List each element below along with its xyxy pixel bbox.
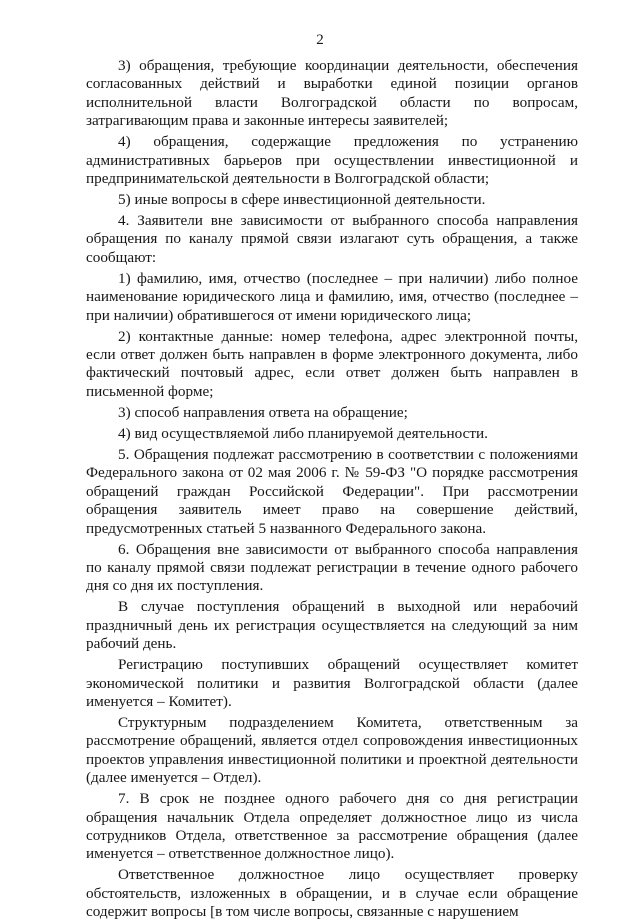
paragraph-registration-committee: Регистрацию поступивших обращений осуществляет комитет экономической политики и развития Волгоградской области (далее именуется – Комитет). (86, 656, 578, 710)
paragraph-responsible-department: Структурным подразделением Комитета, ответственным за рассмотрение обращений, является отдел сопровождения инвестиционных проектов управления инвестиционной политики и проектной деятельности (далее именуется – Отдел). (86, 713, 578, 787)
paragraph-item-4: 4) обращения, содержащие предложения по устранению административных барьеров при осуществлении инвестиционной и предпринимательской деятельности в Волгоградской области; (86, 133, 578, 188)
paragraph-section-7: 7. В срок не позднее одного рабочего дня со дня регистрации обращения начальник Отдела определяет должностное лицо из числа сотрудников Отдела, ответственное за рассмотрение обращения (далее именуется – ответственное должностное лицо). (86, 790, 578, 863)
paragraph-item-3: 3) обращения, требующие координации деятельности, обеспечения согласованных действий и выработки единой позиции органов исполнительной власти Волгоградской области по вопросам, затрагивающим права и законные интересы заявителей; (86, 57, 578, 130)
paragraph-subitem-4: 4) вид осуществляемой либо планируемой деятельности. (118, 424, 488, 442)
paragraph-section-4: 4. Заявители вне зависимости от выбранного способа направления обращения по каналу прямой связи излагают суть обращения, а также сообщают: (86, 212, 578, 266)
paragraph-section-5: 5. Обращения подлежат рассмотрению в соответствии с положениями Федерального закона от 02 мая 2006 г. № 59-ФЗ "О порядке рассмотрения обращений граждан Российской Федерации". При рассмотрении обращения заявитель имеет право на совершение действий, предусмотренных статьей 5 названного Федерального закона. (86, 445, 578, 537)
document-body (86, 57, 578, 922)
page-number: 2 (316, 32, 324, 48)
paragraph-subitem-3: 3) способ направления ответа на обращение; (118, 403, 408, 421)
paragraph-subitem-2: 2) контактные данные: номер телефона, адрес электронной почты, если ответ должен быть направлен в форме электронного документа, либо фактический почтовый адрес, если ответ должен быть направлен в письменной форме; (86, 327, 578, 400)
paragraph-section-6: 6. Обращения вне зависимости от выбранного способа направления по каналу прямой связи подлежат регистрации в течение одного рабочего дня со дня их поступления. (86, 540, 578, 595)
paragraph-subitem-1: 1) фамилию, имя, отчество (последнее – при наличии) либо полное наименование юридического лица и фамилию, имя, отчество (последнее – при наличии) обратившегося от имени юридического лица; (86, 269, 578, 324)
paragraph-item-5: 5) иные вопросы в сфере инвестиционной деятельности. (118, 191, 486, 209)
paragraph-holiday-registration: В случае поступления обращений в выходной или нерабочий праздничный день их регистрация осуществляется на следующий за ним рабочий день. (86, 598, 578, 653)
paragraph-verification: Ответственное должностное лицо осуществляет проверку обстоятельств, изложенных в обращении, и в случае если обращение содержит вопросы [в том числе вопросы, связанные с нарушением (86, 866, 578, 921)
